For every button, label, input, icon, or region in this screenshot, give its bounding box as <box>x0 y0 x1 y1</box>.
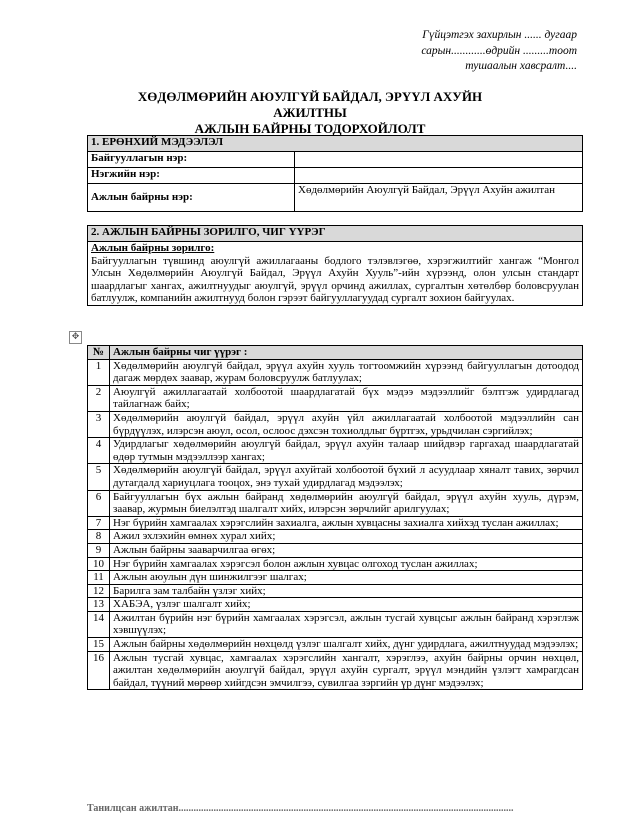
duty-row <box>88 411 583 437</box>
duty-number: 12 <box>88 584 110 598</box>
duty-text: Ажлын байрны хөдөлмөрийн нөхцөлд үзлэг шалгалт хийх, дүнг удирдлага, ажилтнуудад мэдээлэх; <box>110 638 583 652</box>
duty-text: Ажилтан бүрийн нэг бүрийн хамгаалах хэрэгсэл, ажлын тусгай хувцсыг ажлын байранд хэрэглэж хэвшүүлэх; <box>110 611 583 637</box>
section1-heading: 1. ЕРӨНХИЙ МЭДЭЭЛЭЛ <box>88 136 583 152</box>
duty-number: 10 <box>88 557 110 571</box>
position-name-value[interactable]: Хөдөлмөрийн Аюулгүй Байдал, Эрүүл Ахуйн ажилтан <box>295 184 583 212</box>
duty-row <box>88 638 583 652</box>
duty-text: Хөдөлмөрийн аюулгүй байдал, эрүүл ахуйн үйл ажиллагаатай холбоотой мэдээллийн сан бүрдүүлэх, илэрсэн аюул, осол, ослоос дэхсэн тохиолдлыг бүртгэх, урьдчилан сэргийлэх; <box>110 411 583 437</box>
approval-line-3: тушаалын хавсралт.... <box>465 60 577 72</box>
unit-name-label: Нэгжийн нэр: <box>88 168 295 184</box>
duty-text: Удирдлагыг хөдөлмөрийн аюулгүй байдал, эрүүл ахуйн талаар шийдвэр гаргахад шаардлагатай өдөр тутмын мэдээллээр хангах; <box>110 438 583 464</box>
org-name-value[interactable] <box>295 152 583 168</box>
duty-row <box>88 530 583 544</box>
purpose-table <box>87 225 583 306</box>
document-title <box>100 89 520 137</box>
approval-line-1: Гүйцэтгэх захирлын ...... дугаар <box>422 29 577 41</box>
table-move-handle-icon[interactable]: ✥ <box>69 331 82 344</box>
duty-row <box>88 543 583 557</box>
duty-text: ХАБЭА, үзлэг шалгалт хийх; <box>110 598 583 612</box>
duty-number: 8 <box>88 530 110 544</box>
goal-text: Байгууллагын түвшинд аюулгүй ажиллагааны бодлого тэлэвлэгөө, хэрэгжилтийг хангаж “Монгол Улсын Хөдөлмөрийн Аюулгүй Байдал, Эрүүл Ахуйн Хууль”-ийн хүрээнд, олон улсын стандарт шаардлагыг хангах, ажилтнуудыг аюулгүй, эрүүл орчинд ажиллах, сургалтын хөтөлбөр боловсруулан батлуулж, компанийн ажилтнууд болон гэрээт байгууллагуудад сургалт зохион байгуулах. <box>91 254 579 305</box>
duty-row <box>88 516 583 530</box>
duty-number: 7 <box>88 516 110 530</box>
duty-row <box>88 611 583 637</box>
duty-number: 13 <box>88 598 110 612</box>
duty-number: 14 <box>88 611 110 637</box>
duty-text: Байгууллагын бүх ажлын байранд хөдөлмөрийн аюулгүй байдал, эрүүл ахуйн хууль, дүрэм, заавар, журмын биелэлтэд шалгалт хийх, илэрсэн зөрчлийг арилгуулах; <box>110 490 583 516</box>
duty-text: Нэг бүрийн хамгаалах хэрэгсэл болон ажлын хувцас олгоход туслан ажиллах; <box>110 557 583 571</box>
duty-text: Ажлын байрны зааварчилгаа өгөх; <box>110 543 583 557</box>
duty-row <box>88 651 583 690</box>
duty-row <box>88 571 583 585</box>
unit-name-value[interactable] <box>295 168 583 184</box>
duty-text: Аюулгүй ажиллагаатай холбоотой шаардлагатай бүх мэдээ мэдээллийг бэлтгэж удирдлагад тайлагнаж байх; <box>110 385 583 411</box>
duty-number: 9 <box>88 543 110 557</box>
duty-text: Ажлын аюулын дүн шинжилгээг шалгах; <box>110 571 583 585</box>
title-line-1: ХӨДӨЛМӨРИЙН АЮУЛГҮЙ БАЙДАЛ, ЭРҮҮЛ АХУЙН АЖИЛТНЫ <box>137 89 483 120</box>
duty-row <box>88 438 583 464</box>
duty-text: Ажлын тусгай хувцас, хамгаалах хэрэгслийн хангалт, хэрэглээ, ахуйн байрны орчин нөхцөл, ажилтан хөдөлмөрийн аюулгүй байдал, эрүүл ахуйн сургалт, эрүүл мэндийн үзлэгт хамрагдсан байдал, түүний мөрөөр хийгдсэн эмчилгээ, сувилгаа зэргийн үр дүнг мэдээлэх; <box>110 651 583 690</box>
goal-cell <box>88 242 583 306</box>
duty-text: Хөдөлмөрийн аюулгүй байдал, эрүүл ахуйн хууль тогтоомжийн хүрээнд байгууллагын дотоодод дагаж мөрдөх заавар, журам боловсруулж батлуулах; <box>110 359 583 385</box>
acknowledged-employee-line: Танилцсан ажилтан...................................................................................................................................... <box>87 803 514 814</box>
duty-row <box>88 490 583 516</box>
duty-number: 16 <box>88 651 110 690</box>
duty-text: Хөдөлмөрийн аюулгүй байдал, эрүүл ахуйтай холбоотой бүхий л асуудлаар хяналт тавих, зөрчил дутагдалд хариуцлага тооцох, энэ тухай удирдлагад мэдээлэх; <box>110 464 583 490</box>
duty-row <box>88 464 583 490</box>
duty-text: Нэг бүрийн хамгаалах хэрэгслийн захиалга, ажлын хувцасны захиалга хийхэд туслан ажиллах; <box>110 516 583 530</box>
duty-text: Ажил эхлэхийн өмнөх хурал хийх; <box>110 530 583 544</box>
approval-note <box>395 28 577 75</box>
duty-row <box>88 584 583 598</box>
duty-number: 1 <box>88 359 110 385</box>
duties-col-no: № <box>88 346 110 360</box>
position-name-label: Ажлын байрны нэр: <box>88 184 295 212</box>
duties-table <box>87 345 583 690</box>
duties-col-title: Ажлын байрны чиг үүрэг : <box>110 346 583 360</box>
duty-number: 6 <box>88 490 110 516</box>
goal-label: Ажлын байрны зорилго: <box>91 242 215 254</box>
duty-row <box>88 385 583 411</box>
duty-row <box>88 598 583 612</box>
approval-line-2: сарын............өдрийн .........тоот <box>421 44 577 57</box>
duty-number: 5 <box>88 464 110 490</box>
section2-heading: 2. АЖЛЫН БАЙРНЫ ЗОРИЛГО, ЧИГ ҮҮРЭГ <box>88 226 583 242</box>
duty-number: 3 <box>88 411 110 437</box>
duty-text: Барилга зам талбайн үзлэг хийх; <box>110 584 583 598</box>
duty-row <box>88 359 583 385</box>
duty-number: 2 <box>88 385 110 411</box>
org-name-label: Байгууллагын нэр: <box>88 152 295 168</box>
duty-row <box>88 557 583 571</box>
duty-number: 4 <box>88 438 110 464</box>
title-line-2: АЖЛЫН БАЙРНЫ ТОДОРХОЙЛОЛТ <box>194 121 426 136</box>
duty-number: 11 <box>88 571 110 585</box>
general-info-table <box>87 135 583 212</box>
duty-number: 15 <box>88 638 110 652</box>
